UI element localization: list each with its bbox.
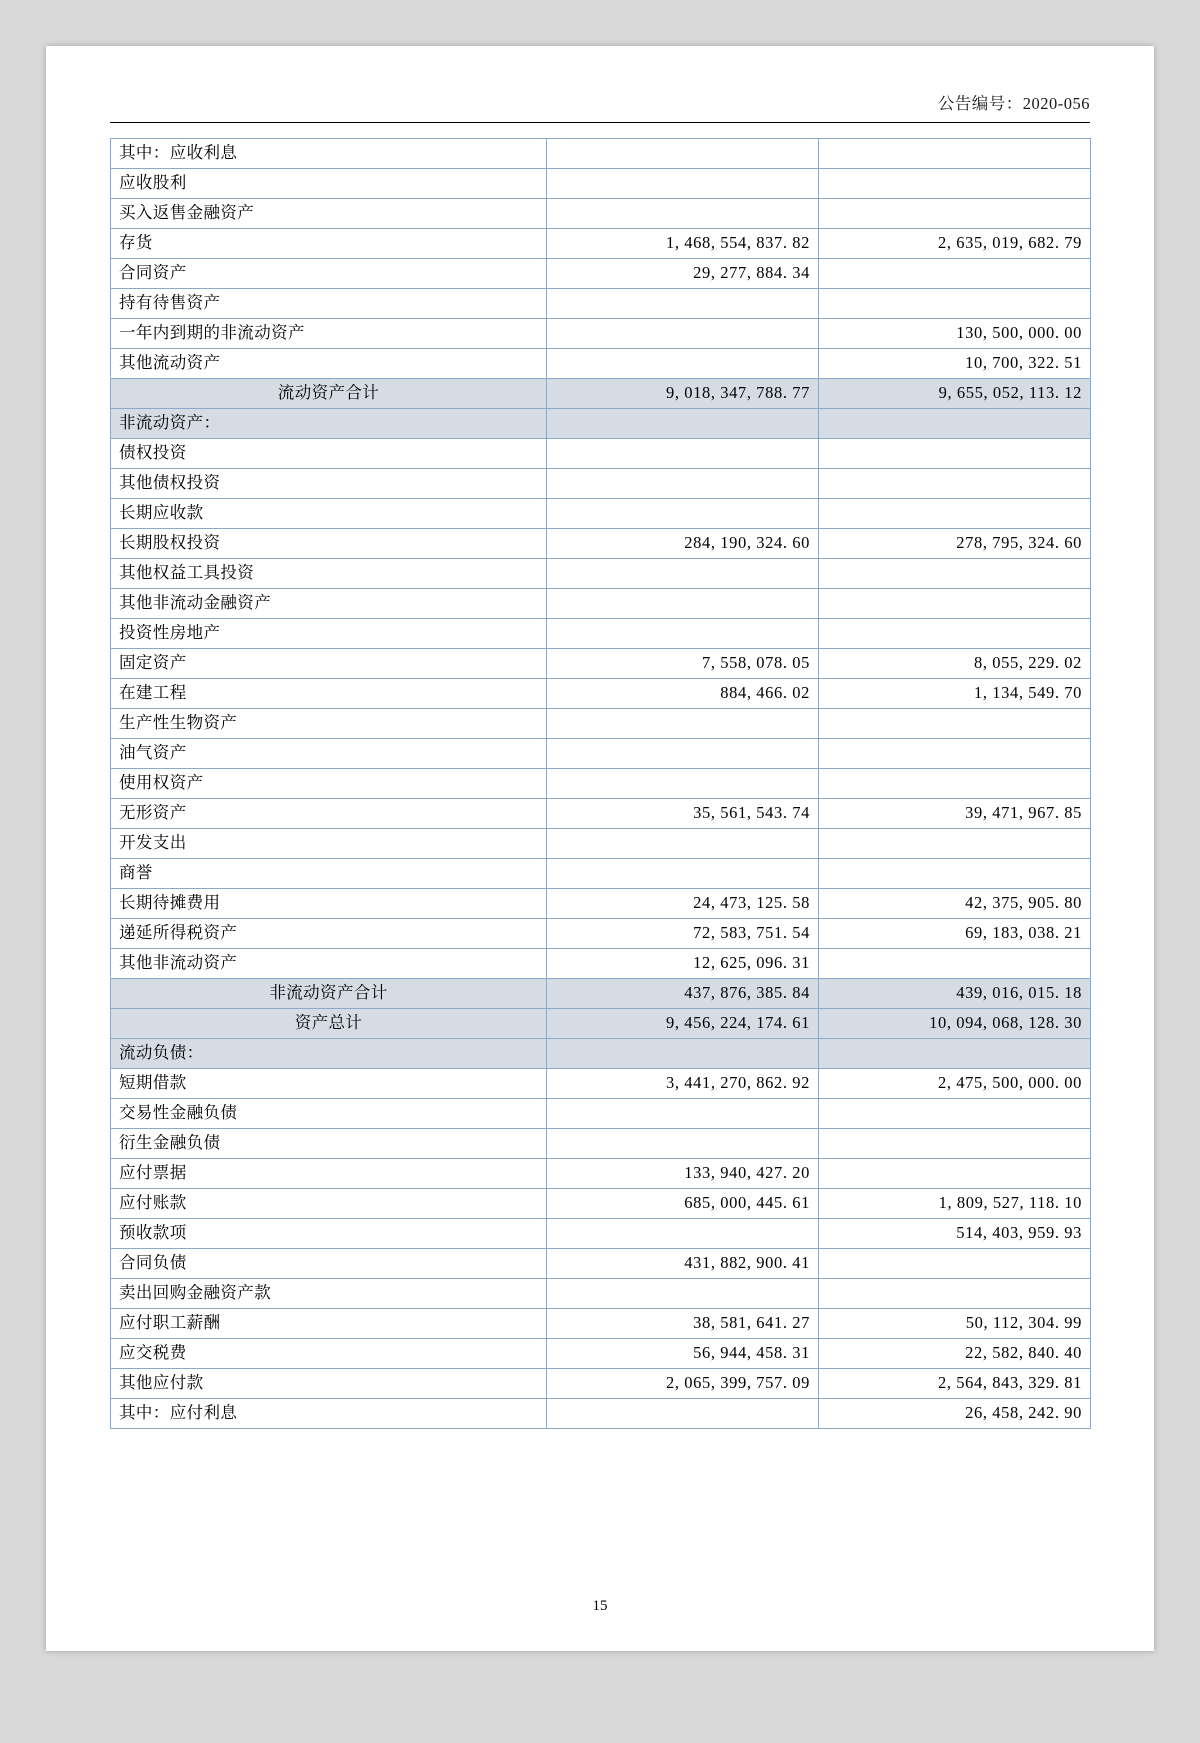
table-row xyxy=(111,1009,1091,1039)
row-label: 买入返售金融资产 xyxy=(111,199,547,229)
row-label: 其他应付款 xyxy=(111,1369,547,1399)
row-value-current: 685, 000, 445. 61 xyxy=(547,1189,819,1219)
table-row xyxy=(111,1129,1091,1159)
row-value-current xyxy=(547,169,819,199)
row-value-prior: 278, 795, 324. 60 xyxy=(819,529,1091,559)
row-value-prior xyxy=(819,769,1091,799)
table-row xyxy=(111,1309,1091,1339)
row-value-current: 884, 466. 02 xyxy=(547,679,819,709)
row-label: 合同负债 xyxy=(111,1249,547,1279)
row-value-prior xyxy=(819,1039,1091,1069)
row-value-current xyxy=(547,739,819,769)
table-row xyxy=(111,889,1091,919)
row-value-current xyxy=(547,1099,819,1129)
table-row xyxy=(111,769,1091,799)
row-value-prior xyxy=(819,1249,1091,1279)
document-page xyxy=(46,46,1154,1651)
row-value-prior xyxy=(819,139,1091,169)
row-value-current xyxy=(547,829,819,859)
row-label: 交易性金融负债 xyxy=(111,1099,547,1129)
row-value-current xyxy=(547,469,819,499)
row-label: 非流动资产合计 xyxy=(111,979,547,1009)
table-row xyxy=(111,859,1091,889)
row-label: 一年内到期的非流动资产 xyxy=(111,319,547,349)
row-value-current xyxy=(547,619,819,649)
table-row xyxy=(111,289,1091,319)
row-value-current xyxy=(547,589,819,619)
row-value-current: 284, 190, 324. 60 xyxy=(547,529,819,559)
row-value-prior: 39, 471, 967. 85 xyxy=(819,799,1091,829)
table-row xyxy=(111,979,1091,1009)
row-value-prior xyxy=(819,259,1091,289)
table-row xyxy=(111,1219,1091,1249)
row-value-current xyxy=(547,139,819,169)
row-label: 流动资产合计 xyxy=(111,379,547,409)
row-value-prior xyxy=(819,199,1091,229)
row-label: 应付职工薪酬 xyxy=(111,1309,547,1339)
row-value-prior xyxy=(819,709,1091,739)
header-divider xyxy=(110,122,1090,123)
row-value-prior xyxy=(819,1099,1091,1129)
row-value-current: 133, 940, 427. 20 xyxy=(547,1159,819,1189)
row-value-prior: 130, 500, 000. 00 xyxy=(819,319,1091,349)
row-value-current xyxy=(547,439,819,469)
row-value-prior: 10, 700, 322. 51 xyxy=(819,349,1091,379)
row-value-current xyxy=(547,769,819,799)
row-value-prior: 42, 375, 905. 80 xyxy=(819,889,1091,919)
table-row xyxy=(111,829,1091,859)
row-value-prior xyxy=(819,1159,1091,1189)
table-row xyxy=(111,439,1091,469)
row-label: 油气资产 xyxy=(111,739,547,769)
table-row xyxy=(111,799,1091,829)
row-value-current xyxy=(547,1039,819,1069)
row-label: 商誉 xyxy=(111,859,547,889)
row-value-current xyxy=(547,1219,819,1249)
table-row xyxy=(111,1159,1091,1189)
table-row xyxy=(111,1249,1091,1279)
row-value-current: 24, 473, 125. 58 xyxy=(547,889,819,919)
table-row xyxy=(111,1069,1091,1099)
row-value-current xyxy=(547,1399,819,1429)
row-label: 应付账款 xyxy=(111,1189,547,1219)
row-value-current xyxy=(547,199,819,229)
row-value-current: 9, 456, 224, 174. 61 xyxy=(547,1009,819,1039)
page-header-notice: 公告编号：2020-056 xyxy=(937,94,1090,113)
table-row xyxy=(111,649,1091,679)
table-row xyxy=(111,259,1091,289)
table-row xyxy=(111,1279,1091,1309)
row-label: 流动负债： xyxy=(111,1039,547,1069)
row-label: 其他流动资产 xyxy=(111,349,547,379)
row-value-current xyxy=(547,1129,819,1159)
row-value-current: 7, 558, 078. 05 xyxy=(547,649,819,679)
row-value-current xyxy=(547,499,819,529)
row-label: 其他非流动资产 xyxy=(111,949,547,979)
row-value-prior: 69, 183, 038. 21 xyxy=(819,919,1091,949)
row-value-current: 12, 625, 096. 31 xyxy=(547,949,819,979)
row-label: 其他非流动金融资产 xyxy=(111,589,547,619)
row-value-prior: 2, 635, 019, 682. 79 xyxy=(819,229,1091,259)
row-label: 生产性生物资产 xyxy=(111,709,547,739)
table-row xyxy=(111,619,1091,649)
row-label: 其中：应付利息 xyxy=(111,1399,547,1429)
row-value-current: 1, 468, 554, 837. 82 xyxy=(547,229,819,259)
row-label: 非流动资产： xyxy=(111,409,547,439)
row-value-current xyxy=(547,409,819,439)
row-value-prior: 2, 564, 843, 329. 81 xyxy=(819,1369,1091,1399)
row-label: 递延所得税资产 xyxy=(111,919,547,949)
row-label: 长期应收款 xyxy=(111,499,547,529)
table-row xyxy=(111,499,1091,529)
table-row xyxy=(111,229,1091,259)
row-label: 固定资产 xyxy=(111,649,547,679)
row-label: 其他债权投资 xyxy=(111,469,547,499)
row-value-prior: 26, 458, 242. 90 xyxy=(819,1399,1091,1429)
table-row xyxy=(111,1099,1091,1129)
row-value-prior: 514, 403, 959. 93 xyxy=(819,1219,1091,1249)
row-label: 长期待摊费用 xyxy=(111,889,547,919)
table-row xyxy=(111,739,1091,769)
row-label: 债权投资 xyxy=(111,439,547,469)
row-value-prior xyxy=(819,409,1091,439)
row-value-prior xyxy=(819,619,1091,649)
row-value-current: 29, 277, 884. 34 xyxy=(547,259,819,289)
row-value-current xyxy=(547,709,819,739)
row-value-prior: 1, 134, 549. 70 xyxy=(819,679,1091,709)
row-label: 应交税费 xyxy=(111,1339,547,1369)
row-value-current: 3, 441, 270, 862. 92 xyxy=(547,1069,819,1099)
balance-sheet-body xyxy=(111,139,1091,1429)
row-label: 资产总计 xyxy=(111,1009,547,1039)
row-value-current xyxy=(547,319,819,349)
row-value-current: 431, 882, 900. 41 xyxy=(547,1249,819,1279)
row-label: 预收款项 xyxy=(111,1219,547,1249)
table-row xyxy=(111,709,1091,739)
table-row xyxy=(111,1369,1091,1399)
row-value-prior: 22, 582, 840. 40 xyxy=(819,1339,1091,1369)
row-label: 开发支出 xyxy=(111,829,547,859)
row-value-current xyxy=(547,559,819,589)
table-row xyxy=(111,559,1091,589)
row-value-prior: 9, 655, 052, 113. 12 xyxy=(819,379,1091,409)
table-row xyxy=(111,319,1091,349)
table-row xyxy=(111,679,1091,709)
table-row xyxy=(111,199,1091,229)
table-row xyxy=(111,469,1091,499)
row-value-prior: 1, 809, 527, 118. 10 xyxy=(819,1189,1091,1219)
row-value-current: 437, 876, 385. 84 xyxy=(547,979,819,1009)
row-label: 使用权资产 xyxy=(111,769,547,799)
table-row xyxy=(111,949,1091,979)
table-row xyxy=(111,589,1091,619)
row-label: 投资性房地产 xyxy=(111,619,547,649)
row-value-current: 9, 018, 347, 788. 77 xyxy=(547,379,819,409)
row-value-current: 38, 581, 641. 27 xyxy=(547,1309,819,1339)
row-value-prior xyxy=(819,589,1091,619)
row-value-current xyxy=(547,289,819,319)
table-row xyxy=(111,169,1091,199)
row-value-current: 2, 065, 399, 757. 09 xyxy=(547,1369,819,1399)
row-value-prior xyxy=(819,439,1091,469)
row-value-current: 35, 561, 543. 74 xyxy=(547,799,819,829)
row-label: 卖出回购金融资产款 xyxy=(111,1279,547,1309)
table-row xyxy=(111,919,1091,949)
page-number: 15 xyxy=(592,1598,608,1614)
row-value-prior: 50, 112, 304. 99 xyxy=(819,1309,1091,1339)
table-row xyxy=(111,1399,1091,1429)
row-value-prior: 2, 475, 500, 000. 00 xyxy=(819,1069,1091,1099)
row-label: 其中：应收利息 xyxy=(111,139,547,169)
row-label: 存货 xyxy=(111,229,547,259)
row-label: 持有待售资产 xyxy=(111,289,547,319)
table-row xyxy=(111,1339,1091,1369)
row-label: 短期借款 xyxy=(111,1069,547,1099)
row-value-current xyxy=(547,1279,819,1309)
row-label: 长期股权投资 xyxy=(111,529,547,559)
row-value-prior xyxy=(819,829,1091,859)
row-value-prior xyxy=(819,949,1091,979)
row-label: 应收股利 xyxy=(111,169,547,199)
row-value-current: 56, 944, 458. 31 xyxy=(547,1339,819,1369)
row-value-prior xyxy=(819,289,1091,319)
table-row xyxy=(111,409,1091,439)
row-value-prior xyxy=(819,559,1091,589)
row-label: 其他权益工具投资 xyxy=(111,559,547,589)
row-value-prior: 8, 055, 229. 02 xyxy=(819,649,1091,679)
table-row xyxy=(111,1189,1091,1219)
table-row xyxy=(111,1039,1091,1069)
row-value-prior xyxy=(819,739,1091,769)
table-row xyxy=(111,349,1091,379)
row-value-current xyxy=(547,859,819,889)
row-label: 衍生金融负债 xyxy=(111,1129,547,1159)
row-label: 在建工程 xyxy=(111,679,547,709)
row-value-prior xyxy=(819,169,1091,199)
row-value-prior xyxy=(819,469,1091,499)
row-value-prior xyxy=(819,1129,1091,1159)
row-value-prior: 10, 094, 068, 128. 30 xyxy=(819,1009,1091,1039)
row-label: 应付票据 xyxy=(111,1159,547,1189)
table-row xyxy=(111,529,1091,559)
row-value-current: 72, 583, 751. 54 xyxy=(547,919,819,949)
row-label: 无形资产 xyxy=(111,799,547,829)
row-value-current xyxy=(547,349,819,379)
row-value-prior xyxy=(819,499,1091,529)
balance-sheet-table xyxy=(110,138,1091,1429)
table-row xyxy=(111,379,1091,409)
table-row xyxy=(111,139,1091,169)
row-value-prior: 439, 016, 015. 18 xyxy=(819,979,1091,1009)
row-value-prior xyxy=(819,1279,1091,1309)
row-value-prior xyxy=(819,859,1091,889)
row-label: 合同资产 xyxy=(111,259,547,289)
